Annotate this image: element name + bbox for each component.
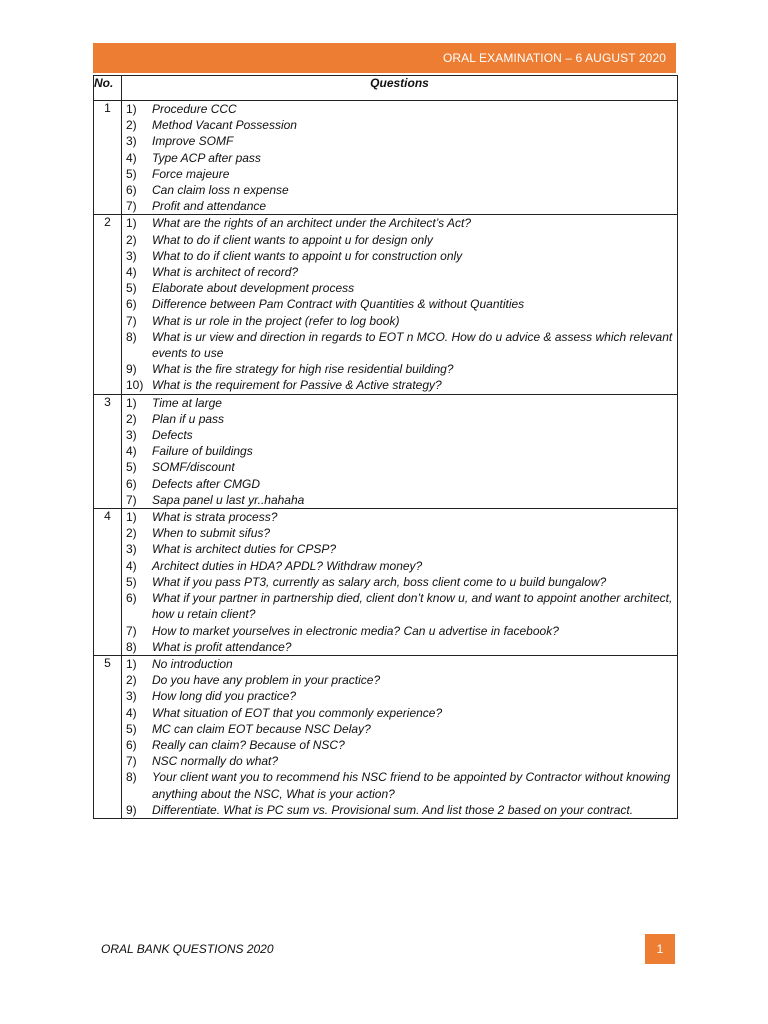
list-item (122, 280, 677, 296)
question-text: What if you pass PT3, currently as salary arch, boss client come to u build bungalow? (152, 574, 607, 589)
question-text: What is the fire strategy for high rise residential building? (152, 362, 454, 377)
list-item (122, 802, 677, 818)
row-number: 3 (94, 394, 122, 508)
question-number: 3) (126, 248, 137, 263)
question-list (122, 509, 677, 655)
question-text: What is ur role in the project (refer to log book) (152, 313, 400, 328)
list-item (122, 313, 677, 329)
list-item (122, 737, 677, 753)
page-number: 1 (645, 934, 675, 964)
question-number: 1) (126, 656, 137, 671)
question-text: What is strata process? (152, 510, 278, 525)
question-number: 7) (126, 623, 137, 638)
question-text: Defects (152, 428, 193, 443)
question-number: 1) (126, 395, 137, 410)
question-number: 5) (126, 721, 137, 736)
question-text: Defects after CMGD (152, 476, 261, 491)
question-number: 4) (126, 705, 137, 720)
question-number: 4) (126, 558, 137, 573)
list-item (122, 558, 677, 574)
question-number: 5) (126, 460, 137, 475)
question-number: 6) (126, 297, 137, 312)
question-text: Architect duties in HDA? APDL? Withdraw money? (152, 558, 423, 573)
list-item (122, 296, 677, 312)
list-item (122, 232, 677, 248)
table-row (94, 215, 678, 394)
list-item (122, 459, 677, 475)
list-item (122, 525, 677, 541)
list-item (122, 509, 677, 525)
list-item (122, 427, 677, 443)
list-item (122, 688, 677, 704)
question-number: 5) (126, 281, 137, 296)
list-item (122, 395, 677, 411)
footer-text: ORAL BANK QUESTIONS 2020 (101, 942, 274, 956)
question-text: What situation of EOT that you commonly experience? (152, 705, 443, 720)
question-text: Elaborate about development process (152, 281, 355, 296)
question-text: SOMF/discount (152, 460, 235, 475)
question-number: 8) (126, 770, 137, 785)
question-text: When to submit sifus? (152, 526, 271, 541)
question-cell (122, 101, 678, 215)
question-number: 4) (126, 265, 137, 280)
question-list (122, 215, 677, 393)
question-number: 4) (126, 444, 137, 459)
list-item (122, 705, 677, 721)
question-number: 7) (126, 313, 137, 328)
question-text: What is architect of record? (152, 265, 299, 280)
list-item (122, 264, 677, 280)
question-number: 8) (126, 639, 137, 654)
question-text: What to do if client wants to appoint u for design only (152, 232, 433, 247)
question-number: 6) (126, 737, 137, 752)
question-text: How long did you practice? (152, 689, 297, 704)
question-list (122, 395, 677, 508)
question-text: No introduction (152, 656, 233, 671)
question-number: 3) (126, 689, 137, 704)
header-band (93, 43, 676, 73)
question-number: 7) (126, 492, 137, 507)
list-item (122, 656, 677, 672)
question-number: 2) (126, 411, 137, 426)
list-item (122, 590, 677, 622)
question-text: What to do if client wants to appoint u for construction only (152, 248, 463, 263)
question-text: What are the rights of an architect under the Architect’s Act? (152, 216, 472, 231)
list-item (122, 443, 677, 459)
list-item (122, 117, 677, 133)
list-item (122, 492, 677, 508)
questions-table (93, 75, 678, 819)
list-item (122, 769, 677, 801)
question-text: Type ACP after pass (152, 150, 261, 165)
question-number: 9) (126, 802, 137, 817)
question-number: 2) (126, 526, 137, 541)
question-text: What is profit attendance? (152, 639, 292, 654)
question-number: 2) (126, 673, 137, 688)
question-cell (122, 655, 678, 818)
question-cell (122, 215, 678, 394)
question-text: Force majeure (152, 166, 230, 181)
document-title: ORAL EXAMINATION – 6 AUGUST 2020 (442, 51, 666, 65)
table-body (94, 101, 678, 819)
question-number: 3) (126, 542, 137, 557)
row-number: 5 (94, 655, 122, 818)
list-item (122, 215, 677, 231)
question-text: Procedure CCC (152, 102, 237, 116)
question-list (122, 656, 677, 818)
question-text: Do you have any problem in your practice? (152, 673, 381, 688)
question-text: Profit and attendance (152, 199, 267, 214)
question-cell (122, 394, 678, 508)
list-item (122, 411, 677, 427)
row-number: 4 (94, 509, 122, 656)
question-number: 2) (126, 232, 137, 247)
question-text: NSC normally do what? (152, 754, 279, 769)
question-text: What if your partner in partnership died, client don’t know u, and want to appoint another architect, how u retain client? (152, 591, 673, 622)
question-number: 10) (126, 378, 144, 393)
question-number: 6) (126, 591, 137, 606)
question-text: Plan if u pass (152, 411, 225, 426)
question-text: Difference between Pam Contract with Quantities & without Quantities (152, 297, 525, 312)
question-number: 1) (126, 216, 137, 231)
question-text: Your client want you to recommend his NSC friend to be appointed by Contractor without knowing anything about the NSC, What is your action? (152, 770, 671, 801)
question-text: Can claim loss n expense (152, 183, 289, 198)
question-number: 1) (126, 510, 137, 525)
question-text: What is architect duties for CPSP? (152, 542, 337, 557)
question-text: Differentiate. What is PC sum vs. Provisional sum. And list those 2 based on your contract. (152, 802, 634, 817)
question-text: Really can claim? Because of NSC? (152, 737, 345, 752)
column-header-questions: Questions (122, 76, 678, 101)
list-item (122, 198, 677, 214)
table-row (94, 509, 678, 656)
list-item (122, 721, 677, 737)
question-text: What is the requirement for Passive & Active strategy? (152, 378, 442, 393)
list-item (122, 182, 677, 198)
question-number: 9) (126, 362, 137, 377)
question-cell (122, 509, 678, 656)
question-number: 5) (126, 166, 137, 181)
question-number: 3) (126, 134, 137, 149)
question-text: How to market yourselves in electronic media? Can u advertise in facebook? (152, 623, 559, 638)
list-item (122, 541, 677, 557)
list-item (122, 248, 677, 264)
question-number: 4) (126, 150, 137, 165)
table-row (94, 394, 678, 508)
question-text: Sapa panel u last yr..hahaha (152, 492, 305, 507)
list-item (122, 361, 677, 377)
list-item (122, 150, 677, 166)
question-list (122, 101, 677, 214)
list-item (122, 672, 677, 688)
question-text: Method Vacant Possession (152, 118, 297, 133)
list-item (122, 377, 677, 393)
question-number: 1) (126, 102, 137, 116)
list-item (122, 574, 677, 590)
row-number: 2 (94, 215, 122, 394)
question-number: 2) (126, 118, 137, 133)
list-item (122, 133, 677, 149)
list-item (122, 101, 677, 117)
question-number: 3) (126, 428, 137, 443)
table-row (94, 101, 678, 215)
list-item (122, 476, 677, 492)
question-text: Improve SOMF (152, 134, 234, 149)
question-number: 5) (126, 574, 137, 589)
question-text: Failure of buildings (152, 444, 253, 459)
list-item (122, 753, 677, 769)
table-row (94, 655, 678, 818)
list-item (122, 623, 677, 639)
list-item (122, 329, 677, 361)
question-number: 6) (126, 476, 137, 491)
question-text: What is ur view and direction in regards to EOT n MCO. How do u advice & assess which relevant events to use (152, 329, 673, 361)
column-header-no: No. (94, 76, 122, 101)
question-number: 7) (126, 199, 137, 214)
question-number: 7) (126, 754, 137, 769)
list-item (122, 166, 677, 182)
row-number: 1 (94, 101, 122, 215)
question-text: MC can claim EOT because NSC Delay? (152, 721, 371, 736)
table-header-row (94, 76, 678, 101)
list-item (122, 639, 677, 655)
question-number: 8) (126, 329, 137, 344)
question-text: Time at large (152, 395, 222, 410)
question-number: 6) (126, 183, 137, 198)
